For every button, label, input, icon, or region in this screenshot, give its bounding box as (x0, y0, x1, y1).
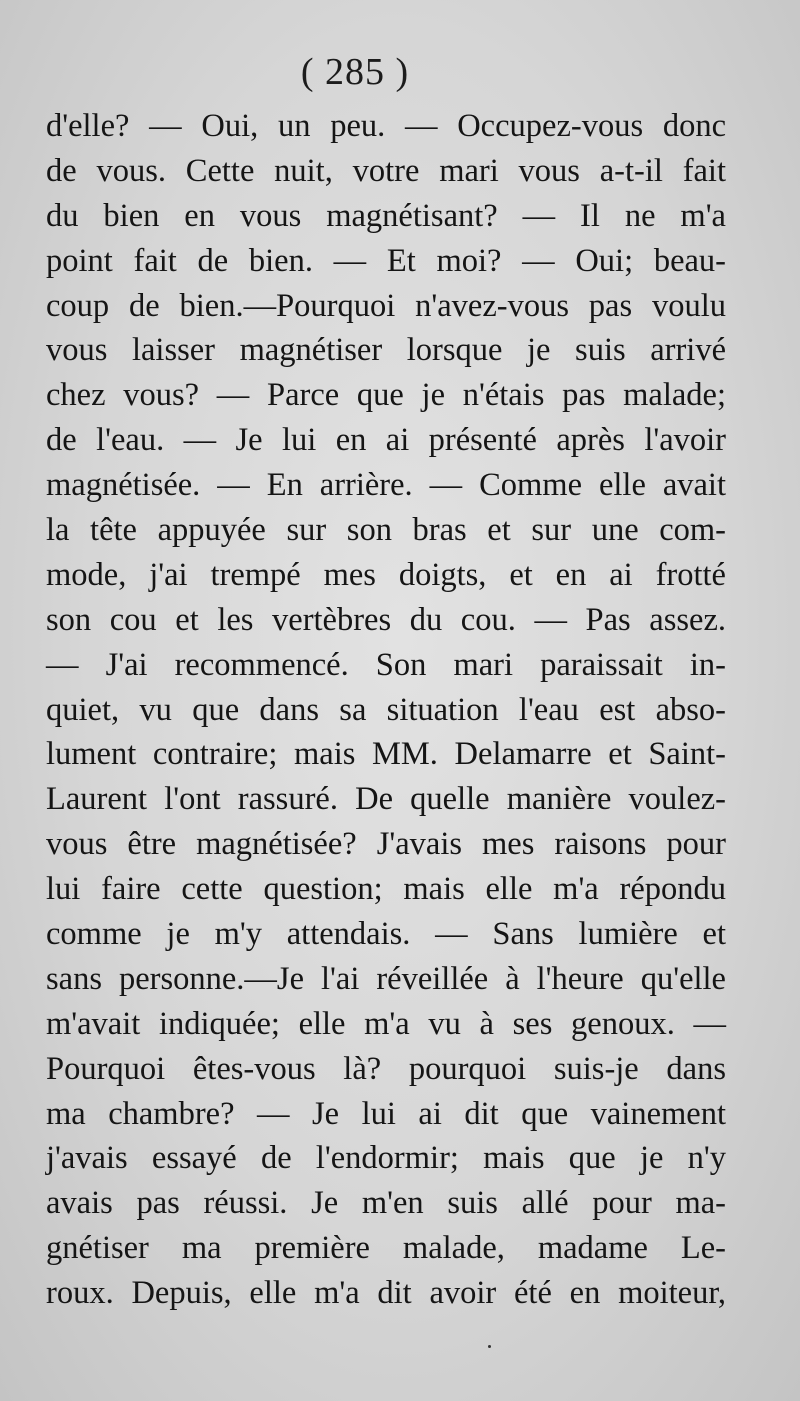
text-line: son cou et les vertèbres du cou. — Pas assez. (46, 601, 726, 638)
text-line: roux. Depuis, elle m'a dit avoir été en moiteur, (46, 1275, 726, 1312)
text-line: Pourquoi êtes-vous là? pourquoi suis-je dans (46, 1050, 726, 1087)
text-line: magnétisée. — En arrière. — Comme elle avait (46, 467, 726, 504)
text-line: la tête appuyée sur son bras et sur une com- (46, 512, 726, 549)
text-line: Laurent l'ont rassuré. De quelle manière voulez- (46, 781, 726, 818)
text-line: de l'eau. — Je lui en ai présenté après l'avoir (46, 422, 726, 459)
text-line: sans personne.—Je l'ai réveillée à l'heure qu'elle (46, 960, 726, 997)
text-line: d'elle? — Oui, un peu. — Occupez-vous donc (46, 108, 726, 144)
text-line: gnétiser ma première malade, madame Le- (46, 1230, 726, 1267)
text-line: coup de bien.—Pourquoi n'avez-vous pas voulu (46, 287, 726, 324)
page-number: ( 285 ) (300, 51, 410, 93)
text-line: ma chambre? — Je lui ai dit que vainement (46, 1095, 726, 1132)
text-line: lui faire cette question; mais elle m'a répondu (46, 871, 726, 908)
ink-speck (488, 1345, 491, 1348)
text-line: quiet, vu que dans sa situation l'eau est abso- (46, 691, 726, 728)
text-line: — J'ai recommencé. Son mari paraissait in- (46, 646, 726, 683)
text-line: comme je m'y attendais. — Sans lumière et (46, 916, 726, 953)
text-line: point fait de bien. — Et moi? — Oui; beau- (46, 242, 726, 279)
text-line: du bien en vous magnétisant? — Il ne m'a (46, 197, 726, 234)
text-line: de vous. Cette nuit, votre mari vous a-t-il fait (46, 152, 726, 189)
text-line: avais pas réussi. Je m'en suis allé pour ma- (46, 1185, 726, 1222)
text-line: vous laisser magnétiser lorsque je suis arrivé (46, 332, 726, 369)
page-text-body (46, 104, 726, 1316)
text-line: vous être magnétisée? J'avais mes raisons pour (46, 826, 726, 863)
text-line: lument contraire; mais MM. Delamarre et Saint- (46, 736, 726, 773)
text-line: j'avais essayé de l'endormir; mais que je n'y (46, 1140, 726, 1177)
text-line: mode, j'ai trempé mes doigts, et en ai frotté (46, 556, 726, 593)
text-line: m'avait indiquée; elle m'a vu à ses genoux. — (46, 1005, 726, 1042)
text-line: chez vous? — Parce que je n'étais pas malade; (46, 377, 726, 414)
